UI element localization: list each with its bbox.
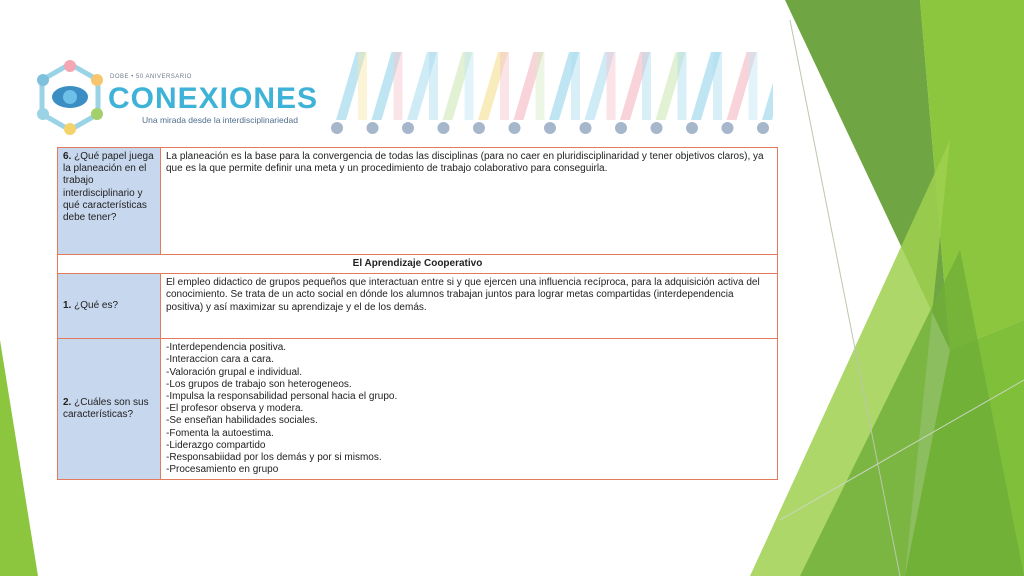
banner-bar (642, 52, 651, 120)
list-item: -Procesamiento en grupo (166, 464, 279, 476)
table-row (58, 339, 778, 480)
banner-bar (571, 52, 580, 120)
list-item: -Valoración grupal e individual. (166, 366, 303, 378)
banner-bar (429, 52, 438, 120)
list-item: -El profesor observa y modera. (166, 403, 304, 415)
banner-bar (394, 52, 403, 120)
list-item: -Se enseñan habilidades sociales. (166, 415, 318, 427)
answer-cell (161, 339, 778, 480)
logo-anniversary-text: DOBE • 50 ANIVERSARIO (110, 74, 192, 80)
question-text: ¿Cuáles son sus características? (63, 397, 149, 421)
question-cell (58, 148, 161, 255)
banner-dot (402, 122, 414, 134)
banner-dot (651, 122, 663, 134)
table-row (58, 274, 778, 339)
table-row (58, 255, 778, 274)
answer-cell: La planeación es la base para la convergencia de todas las disciplinas (para no caer en pluridisciplinaridad y tener objetivos claros), ya que es la que permite definir una meta y un procedimiento de trabajo colaborativo para conseguirla. (161, 148, 778, 255)
conexiones-logo (34, 58, 319, 138)
banner-bar (762, 52, 773, 120)
question-text: ¿Qué es? (74, 300, 119, 312)
list-item: -Impulsa la responsabilidad personal hacia el grupo. (166, 390, 398, 402)
section-title: El Aprendizaje Cooperativo (58, 255, 778, 274)
question-text: ¿Qué papel juega la planeación en el trabajo interdisciplinario y qué características debe tener? (63, 151, 154, 223)
question-number: 2. (63, 397, 72, 409)
banner-dot (686, 122, 698, 134)
banner-bar (678, 52, 687, 120)
list-item: -Fomenta la autoestima. (166, 427, 274, 439)
hexagon-network-icon (34, 58, 106, 136)
banner-bar (536, 52, 545, 120)
banner-dot (580, 122, 592, 134)
banner-bar (749, 52, 758, 120)
list-item: -Liderazgo compartido (166, 439, 266, 451)
banner-dot (757, 122, 769, 134)
banner-dot (615, 122, 627, 134)
banner-bar (465, 52, 474, 120)
banner-bar (358, 52, 367, 120)
banner-bar (607, 52, 616, 120)
list-item: -Interaccion cara a cara. (166, 354, 274, 366)
decorative-banner (328, 48, 773, 138)
question-cell (58, 274, 161, 339)
banner-dot (509, 122, 521, 134)
banner-bar (500, 52, 509, 120)
banner-dot (544, 122, 556, 134)
answer-cell: El empleo didactico de grupos pequeños que interactuan entre si y que ejercen una influencia recíproca, para la adquisición activa del conocimiento. Se trata de un acto social en dónde los alumnos trabajan juntos para lograr metas compartidas (interdependencia positiva) y así maximizar su aprendizaje y el de los demás. (161, 274, 778, 339)
banner-bar (713, 52, 722, 120)
logo-subtitle: Una mirada desde la interdisciplinariedad (142, 115, 298, 125)
list-item: -Los grupos de trabajo son heterogeneos. (166, 378, 352, 390)
question-number: 6. (63, 151, 72, 162)
question-cell (58, 339, 161, 480)
question-number: 1. (63, 300, 72, 312)
list-item: -Responsabiidad por los demás y por si mismos. (166, 451, 382, 463)
banner-dot (722, 122, 734, 134)
banner-dot (438, 122, 450, 134)
banner-dot (367, 122, 379, 134)
content-table (57, 147, 778, 480)
left-green-triangle (0, 340, 38, 576)
banner-dot (331, 122, 343, 134)
logo-title: CONEXIONES (108, 82, 319, 115)
list-item: -Interdependencia positiva. (166, 342, 287, 354)
table-row (58, 148, 778, 255)
banner-dot (473, 122, 485, 134)
